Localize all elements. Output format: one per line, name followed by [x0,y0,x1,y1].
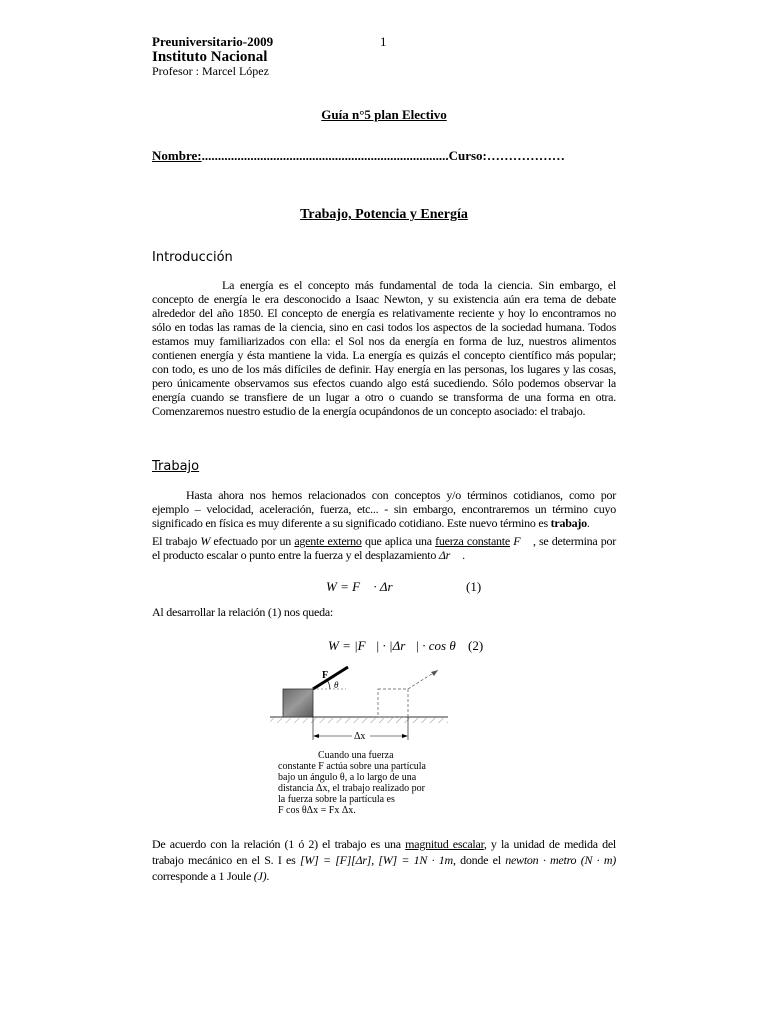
dim-arrow-right [402,734,408,738]
professor-name: Profesor : Marcel López [152,64,269,78]
introduccion-heading: Introducción [152,250,233,265]
p3-b: efectuado por un [210,534,295,548]
trabajo-p1-end: . [586,516,590,530]
force-arrow [313,667,348,689]
unit-equation-1: [W] = [F][Δr] [299,853,372,867]
main-title: Trabajo, Potencia y Energía [300,207,468,222]
p3-c: que aplica una [361,534,436,548]
trabajo-p1-text: Hasta ahora nos hemos relacionados con conceptos y/o términos cotidianos, como por ejemplo – velocidad, aceleración, fuerza, etc... - sin embargo, encontraremos un término cuyo significado en física es muy diferente a su significado cotidiano. Este nuevo término es [152,488,616,530]
institution-name: Instituto Nacional [152,49,268,65]
work-figure [268,664,468,749]
nombre-blank: ............................................................................ [201,148,449,163]
caption-line: distancia Δx, el trabajo realizado por [278,783,425,794]
p5-b: , y la unidad de medida del trabajo mecánico en el S. I es [152,837,616,867]
student-line [152,148,565,164]
trabajo-paragraph-1 [152,488,616,530]
newton-metro: newton · metro [505,853,577,867]
block [283,689,313,717]
nombre-label: Nombre: [152,148,202,163]
magnitud-escalar: magnitud escalar [405,837,484,851]
p3-displacement-vector: Δr⃗ [438,548,460,562]
p3-e: . [459,548,465,562]
p5-c: , donde el [452,853,506,867]
trabajo-paragraph-3: Al desarrollar la relación (1) nos queda: [152,605,334,619]
dim-arrow-left [313,734,319,738]
p3-force-vector: F⃗ [513,534,530,548]
caption-line: la fuerza sobre la partícula es [278,794,395,805]
trabajo-paragraph-4 [152,836,616,884]
p3-d: , se determina por el producto escalar o punto entre la fuerza y el desplazamiento [152,534,617,562]
ground-hatch [270,718,448,723]
figure-caption [278,750,478,816]
p5-end: . [266,869,270,883]
course-header: Preuniversitario-2009 [152,34,274,49]
fuerza-constante: fuerza constante [435,534,510,548]
displacement-label: Δx [354,731,366,742]
agente-externo: agente externo [294,534,362,548]
joule-symbol: (J) [253,869,267,883]
force-arrow-final-head [431,670,438,676]
p5-sep: , [371,853,379,867]
angle-arc [327,680,330,689]
trabajo-paragraph-2 [152,534,616,562]
p5-d: corresponde a 1 Joule [152,869,254,883]
p3-w: W [200,534,211,548]
caption-line: constante F actúa sobre una partícula [278,761,426,772]
caption-line: bajo un ángulo θ, a lo largo de una [278,772,417,783]
formula-1: W = F⃗ · Δr⃗ [326,579,403,594]
p5-a: De acuerdo con la relación (1 ó 2) el trabajo es una [152,837,406,851]
guide-title: Guía n°5 plan Electivo [321,107,447,122]
force-label: F [322,670,329,681]
curso-blank: ……………… [486,148,565,163]
caption-line: Cuando una fuerza [318,750,394,761]
formula-1-number: (1) [466,579,482,594]
block-final [378,689,408,717]
curso-label: Curso: [448,148,487,163]
unit-equation-2: [W] = 1N · 1m [378,853,453,867]
caption-line: F cos θΔx = Fx Δx. [278,805,356,816]
formula-2: W = |F⃗| · |Δr⃗| · cos θ [328,638,456,653]
introduccion-paragraph: La energía es el concepto más fundamental de toda la ciencia. Sin embargo, el concepto de energía le era desconocido a Isaac Newton, y su existencia aún era tema de debate alrededor del año 1850. El concepto de energía es relativamente reciente y hoy lo encontramos no sólo en todas las ramas de la ciencia, sino en casi todos los aspectos de la sociedad humana. Todos estamos muy familiarizados con ella: el Sol nos da energía en forma de luz, nuestros alimentos contienen energía y ésta mantiene la vida. La energía es quizás el concepto científico más popular; con todo, es uno de los más difíciles de definir. Hay energía en las personas, los lugares y las cosas, pero únicamente observamos sus efectos cuando algo está sucediendo. Sólo podemos observar la energía cuando se transfiere de un lugar a otro o cuando se transforma de una forma en otra. Comenzaremos nuestro estudio de la energía ocupándonos de un concepto asociado: el trabajo. [152,278,616,418]
p3-a: El trabajo [152,534,201,548]
trabajo-heading: Trabajo [152,459,200,474]
angle-label: θ [334,680,339,690]
page-number: 1 [380,34,387,49]
newton-metro-units: (N · m) [580,853,617,867]
formula-2-number: (2) [468,638,484,653]
trabajo-term: trabajo [550,516,587,530]
